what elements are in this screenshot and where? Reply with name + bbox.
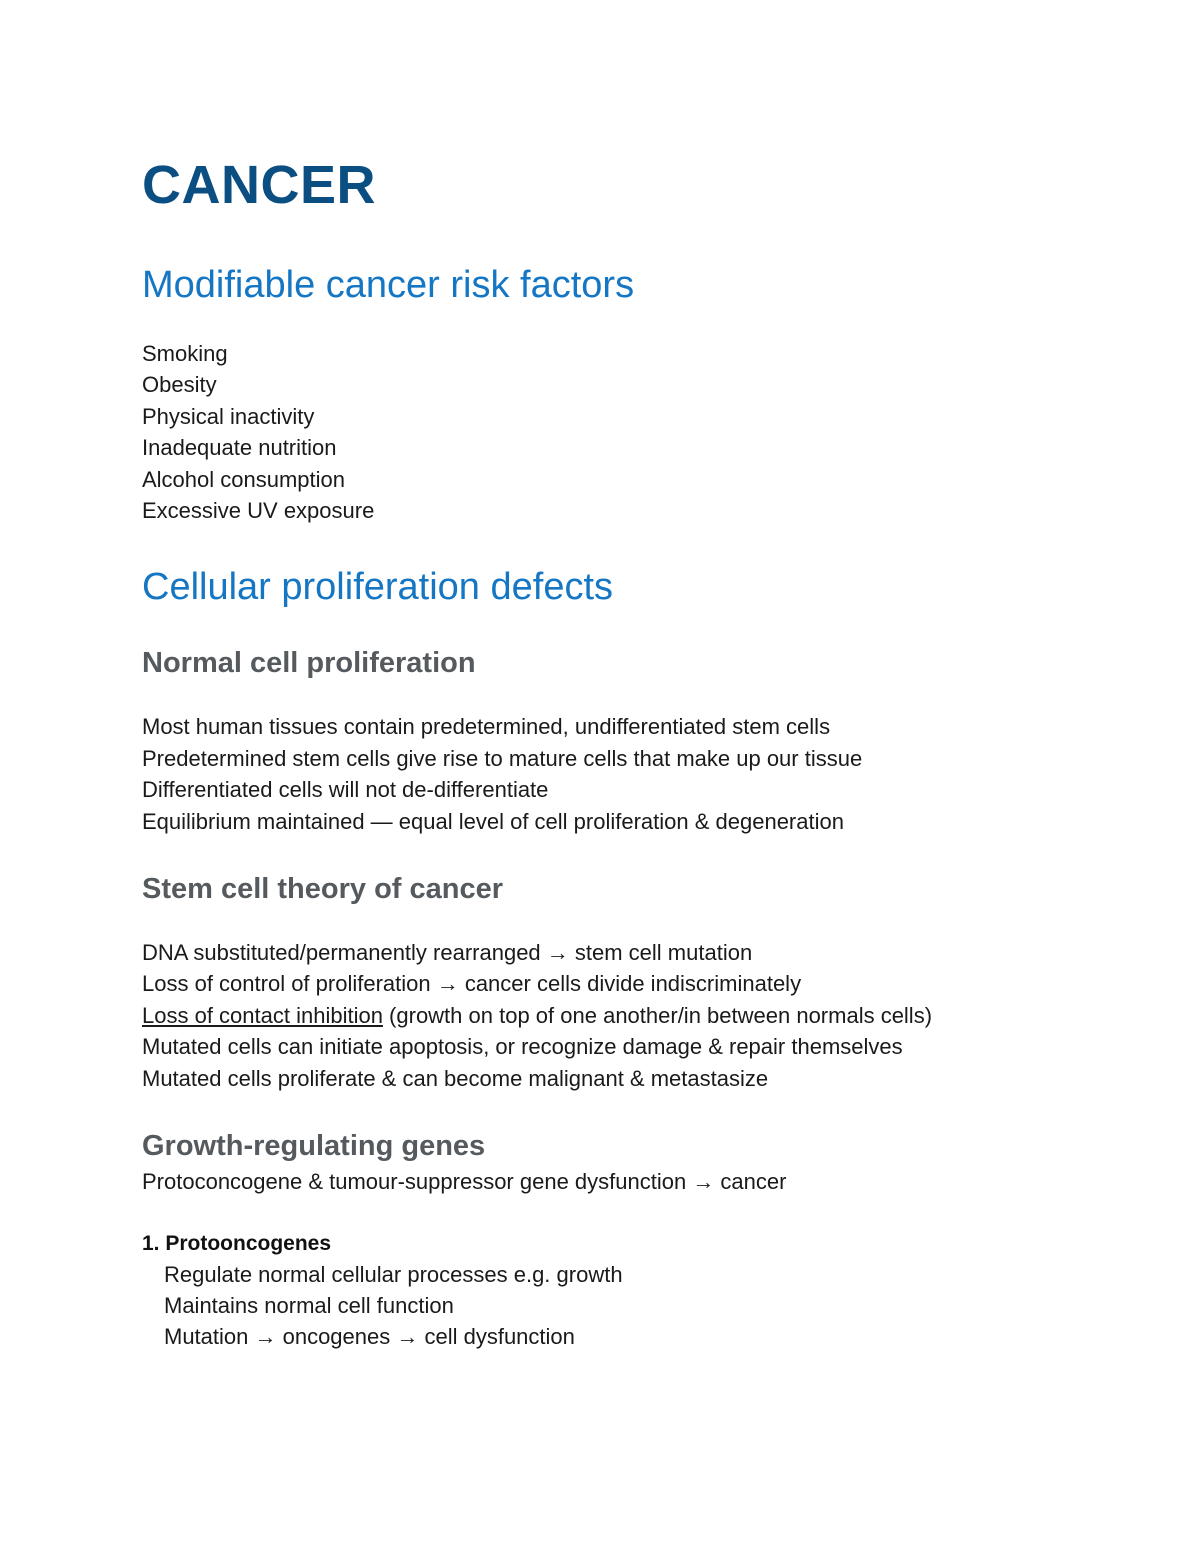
document-page [142,150,1142,1353]
section-heading-risk-factors: Modifiable cancer risk factors [142,264,635,306]
list-item: Maintains normal cell function [164,1292,454,1318]
list-item: Mutation → oncogenes → cell dysfunction [164,1324,575,1350]
list-item: Obesity [142,372,217,398]
list-item: Protoconcogene & tumour-suppressor gene dysfunction → cancer [142,1169,787,1195]
list-item: Smoking [142,341,228,366]
subheading-stem-cell-theory: Stem cell theory of cancer [142,873,504,906]
list-item: Mutated cells proliferate & can become malignant & metastasize [142,1065,769,1091]
normal-proliferation-list [142,711,1142,837]
list-item: Excessive UV exposure [142,498,375,524]
list-item: DNA substituted/permanently rearranged → stem cell mutation [142,940,753,966]
risk-factor-list [142,338,1142,526]
growth-genes-intro [142,1166,1142,1197]
term-explanation: (growth on top of one another/in between normals cells) [382,1002,933,1028]
subheading-normal-proliferation: Normal cell proliferation [142,647,476,680]
protooncogenes-list [142,1259,1142,1353]
subheading-growth-regulating-genes: Growth-regulating genes [142,1130,486,1163]
section-heading-proliferation-defects: Cellular proliferation defects [142,566,614,609]
list-item: Alcohol consumption [142,466,346,492]
list-item: Inadequate nutrition [142,435,337,461]
list-item: Mutated cells can initiate apoptosis, or recognize damage & repair themselves [142,1034,903,1060]
list-item: Physical inactivity [142,403,315,429]
list-item [142,1000,1142,1031]
list-item: Predetermined stem cells give rise to mature cells that make up our tissue [142,745,863,771]
list-item: Loss of control of proliferation → cancer cells divide indiscriminately [142,971,802,997]
document-title: CANCER [142,155,377,215]
numbered-item-title: 1. Protooncogenes [142,1231,332,1255]
list-item: Equilibrium maintained — equal level of cell proliferation & degeneration [142,808,844,834]
list-item: Most human tissues contain predetermined, undifferentiated stem cells [142,714,831,740]
list-item: Regulate normal cellular processes e.g. growth [164,1261,623,1287]
stem-cell-theory-list [142,937,1142,1094]
list-item: Differentiated cells will not de-differentiate [142,777,549,803]
underlined-term: Loss of contact inhibition [142,1002,383,1028]
